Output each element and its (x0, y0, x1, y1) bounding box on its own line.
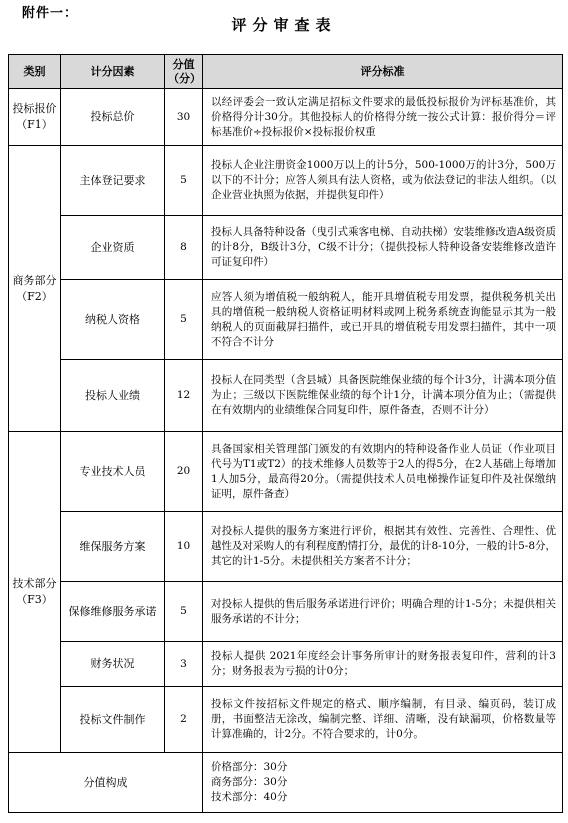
factor-cell: 投标文件制作 (61, 687, 165, 753)
factor-cell: 维保服务方案 (61, 512, 165, 582)
table-row (9, 360, 563, 432)
category-business: 商务部分（F2） (9, 146, 61, 432)
composition-label: 分值构成 (9, 753, 203, 813)
header-score: 分值（分） (165, 55, 203, 89)
score-cell: 3 (165, 642, 203, 687)
scoring-table (8, 54, 563, 813)
standard-cell: 投标人企业注册资金1000万以上的计5分，500-1000万的计3分，500万以下的不计分；应答人须具有法人资格，或为依法登记的非法人组织。（以企业营业执照为依据，并提供复印件） (203, 146, 563, 216)
factor-cell: 财务状况 (61, 642, 165, 687)
score-cell: 5 (165, 582, 203, 642)
factor-cell: 保修维修服务承诺 (61, 582, 165, 642)
factor-cell: 投标总价 (61, 89, 165, 146)
score-cell: 20 (165, 432, 203, 512)
table-row (9, 89, 563, 146)
composition-list (203, 753, 563, 813)
standard-cell: 应答人须为增值税一般纳税人，能开具增值税专用发票，提供税务机关出具的增值税一般纳税人资格证明材料或网上税务系统查询能显示其为一般纳税人的页面截屏扫描件，或已开具的增值税专用发票扫描件，其中一项不符合不计分 (203, 280, 563, 360)
score-cell: 10 (165, 512, 203, 582)
header-factor: 计分因素 (61, 55, 165, 89)
score-cell: 2 (165, 687, 203, 753)
composition-business: 商务部分：30分 (211, 776, 288, 788)
table-row (9, 687, 563, 753)
standard-cell: 对投标人提供的售后服务承诺进行评价；明确合理的计1-5分；未提供相关服务承诺的不计分； (203, 582, 563, 642)
factor-cell: 纳税人资格 (61, 280, 165, 360)
table-row (9, 432, 563, 512)
table-row (9, 582, 563, 642)
score-cell: 8 (165, 216, 203, 280)
table-header-row (9, 55, 563, 89)
category-technical: 技术部分（F3） (9, 432, 61, 753)
standard-cell: 投标人提供 2021年度经会计事务所审计的财务报表复印件，营利的计3分；财务报表为亏损的计0分； (203, 642, 563, 687)
header-category: 类别 (9, 55, 61, 89)
standard-cell: 以经评委会一致认定满足招标文件要求的最低投标报价为评标基准价，其价格得分计30分。其他投标人的价格得分统一按公式计算：报价得分＝评标基准价÷投标报价×投标报价权重 (203, 89, 563, 146)
factor-cell: 投标人业绩 (61, 360, 165, 432)
header-standard: 评分标准 (203, 55, 563, 89)
standard-cell: 具备国家相关管理部门颁发的有效期内的特种设备作业人员证（作业项目代号为T1或T2）的技术维修人员数等于2人的得5分，在2人基础上每增加1人加5分，最高得20分。（需提供技术人员电梯操作证复印件及社保缴纳证明，原件备查） (203, 432, 563, 512)
score-cell: 5 (165, 280, 203, 360)
factor-cell: 企业资质 (61, 216, 165, 280)
category-price: 投标报价（F1） (9, 89, 61, 146)
score-cell: 30 (165, 89, 203, 146)
standard-cell: 投标人具备特种设备（曳引式乘客电梯、自动扶梯）安装维修改造A级资质的计8分，B级计3分，C级不计分；（提供投标人特种设备安装维修改造许可证复印件） (203, 216, 563, 280)
table-row (9, 146, 563, 216)
standard-cell: 投标文件按招标文件规定的格式、顺序编制，有目录、编页码，装订成册，书面整洁无涂改，编制完整、详细、清晰，没有缺漏项，价格数量等计算准确的，计2分。不符合要求的，计0分。 (203, 687, 563, 753)
score-cell: 12 (165, 360, 203, 432)
table-row (9, 512, 563, 582)
composition-row (9, 753, 563, 813)
table-row (9, 216, 563, 280)
factor-cell: 主体登记要求 (61, 146, 165, 216)
composition-technical: 技术部分：40分 (211, 791, 288, 803)
table-row (9, 642, 563, 687)
factor-cell: 专业技术人员 (61, 432, 165, 512)
standard-cell: 投标人在同类型（含县城）具备医院维保业绩的每个计3分，计满本项分值为止；三级以下医院维保业绩的每个计1分，计满本项分值为止；（需提供在有效期内的业绩维保合同复印件，原件备查，否则不计分） (203, 360, 563, 432)
page-title: 评分审查表 (231, 16, 337, 34)
score-cell: 5 (165, 146, 203, 216)
table-row (9, 280, 563, 360)
standard-cell: 对投标人提供的服务方案进行评价，根据其有效性、完善性、合理性、优越性及对采购人的有利程度酌情打分，最优的计8-10分，一般的计5-8分，其它的计1-5分。未提供相关方案者不计分； (203, 512, 563, 582)
composition-price: 价格部分：30分 (211, 761, 288, 773)
annex-label: 附件一： (22, 6, 79, 21)
